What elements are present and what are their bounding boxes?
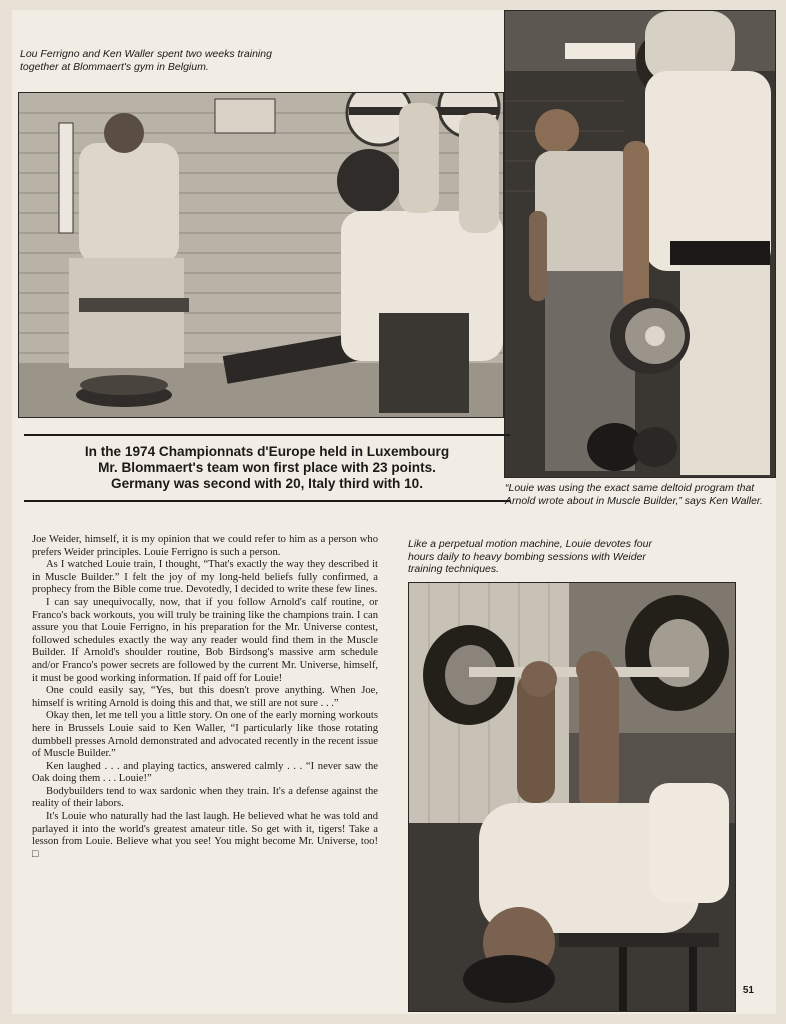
- article-body: [32, 534, 378, 861]
- caption-perpetual-motion: Like a perpetual motion machine, Louie devotes four hours daily to heavy bombing sessions with Weider training techniques.: [408, 538, 652, 575]
- headline-line-2: Mr. Blommaert's team won first place with 23 points.: [98, 460, 436, 475]
- article-paragraph: Okay then, let me tell you a little story. On one of the early morning workouts here in Brussels Louie said to Ken Waller, “I particularly like those rotating dumbbell presses Arnold demonstrated and advocated recently in the recent issue of Muscle Builder.”: [32, 710, 378, 760]
- photo-heavy-bombing-session: [408, 582, 736, 1012]
- headline-line-3: Germany was second with 20, Italy third with 10.: [111, 476, 423, 491]
- magazine-page: [12, 10, 776, 1014]
- article-paragraph: Bodybuilders tend to wax sardonic when they train. It's a defense against the reality of their labors.: [32, 785, 378, 810]
- caption-deltoid-program: “Louie was using the exact same deltoid program that Arnold wrote about in Muscle Builder,” says Ken Waller.: [505, 482, 763, 507]
- article-paragraph: Ken laughed . . . and playing tactics, answered calmly . . . “I never saw the Oak doing them . . . Louie!”: [32, 760, 378, 785]
- page-number: 51: [742, 985, 754, 996]
- photo-deltoid-program: [504, 10, 776, 478]
- headline-line-1: In the 1974 Championnats d'Europe held in Luxembourg: [84, 444, 450, 459]
- article-paragraph: Joe Weider, himself, it is my opinion that we could refer to him as a person who prefers Weider principles. Louie Ferrigno is such a person.: [32, 534, 378, 558]
- article-paragraph: As I watched Louie train, I thought, “That's exactly the way they described it in Muscle Builder.” I felt the joy of my long-held beliefs fully confirmed, a prophecy from the Bible come true. Devotedly, I decided to write these few lines.: [32, 559, 378, 596]
- article-paragraph: One could easily say, “Yes, but this doesn't prove anything. When Joe, himself is writing Arnold is doing this and that, we still are not sure . . .”: [32, 685, 378, 709]
- headline-championship-results: [24, 434, 510, 502]
- article-paragraph: It's Louie who naturally had the last laugh. He believed what he was told and parlayed it into the world's greatest amateur title. So get with it, tigers! Take a lesson from Louie. Believe what you see! You might become Mr. Universe, too! □: [32, 811, 378, 860]
- article-paragraph: I can say unequivocally, now, that if you follow Arnold's calf routine, or Franco's back workouts, you will truly be training like the champions train. I can assure you that Louie Ferrigno, in his preparation for the Mr. Universe contest, followed schedules exactly the way any reader would find them in the Muscle Builder. If Arnold's shoulder routine, Bob Birdsong's massive arm schedule and/or Franco's power secrets are followed by the current Mr. Universe, himself, it must be good working information. If paid off for Louie!: [32, 596, 378, 684]
- caption-top-left: Lou Ferrigno and Ken Waller spent two weeks training together at Blommaert's gym in Belgium.: [20, 48, 272, 73]
- photo-gym-training: [18, 92, 504, 418]
